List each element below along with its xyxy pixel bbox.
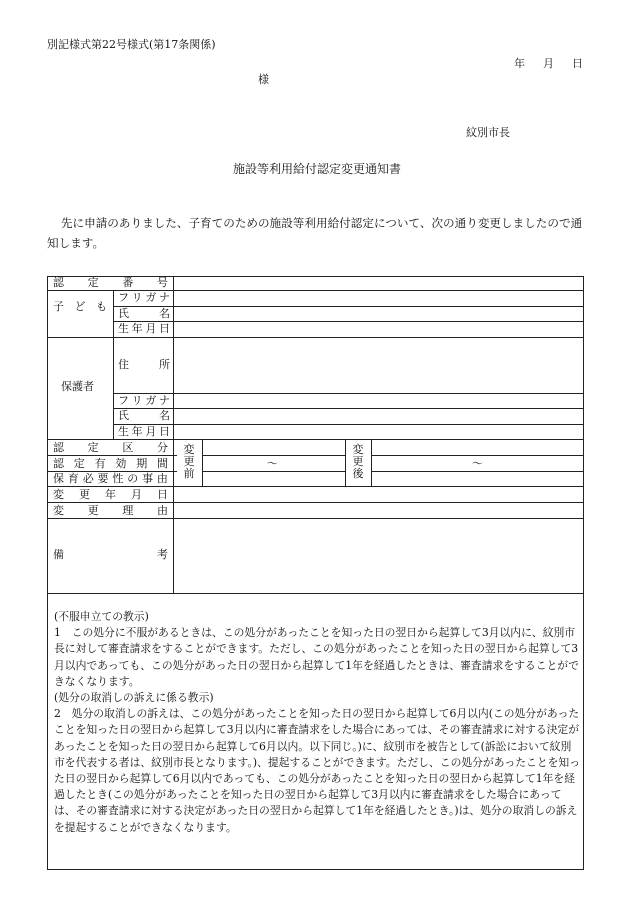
vertical-label-char: 後 <box>352 467 364 480</box>
label-cert-number <box>53 276 168 290</box>
label-char: 変 <box>53 488 64 501</box>
label-char: 効 <box>115 457 127 470</box>
label-child-name <box>118 307 170 321</box>
vertical-label-char: 変 <box>183 443 195 456</box>
label-char: 生 <box>118 322 129 335</box>
label-char: 定 <box>87 276 99 289</box>
label-guardian: 保護者 <box>61 380 94 393</box>
label-remarks <box>53 548 168 562</box>
label-char: 日 <box>158 322 170 335</box>
label-char: 所 <box>159 358 170 371</box>
vertical-label-char: 更 <box>183 455 195 468</box>
label-char: も <box>96 300 107 313</box>
label-cert-period <box>53 457 168 471</box>
label-char: 区 <box>122 441 134 454</box>
justified-label-text <box>53 276 168 290</box>
label-guardian-birth <box>118 425 170 439</box>
justified-label-text <box>118 394 170 408</box>
justified-label-text <box>53 548 168 562</box>
label-char: 間 <box>156 457 168 470</box>
label-char: 育 <box>67 472 79 485</box>
justified-label-text <box>118 307 170 321</box>
label-char: 更 <box>79 488 90 501</box>
label-char: 更 <box>87 504 99 517</box>
label-char: 有 <box>94 457 106 470</box>
label-char: 年 <box>131 425 143 438</box>
justified-label-text <box>53 504 168 518</box>
date-day-label: 日 <box>572 57 583 70</box>
notice-paragraph-1: 1 この処分に不服があるときは、この処分があったことを知った日の翌日から起算して3月以内に、紋別市長に対して審査請求をすることができます。ただし、この処分があったことを知った日の翌日から起算して3月以内であっても、この処分があった日の翌日から起算して1年を経過したときは、審査請求をすることができなくなります。 <box>54 626 579 688</box>
certification-table <box>47 276 584 594</box>
label-char: 名 <box>159 409 170 422</box>
label-char: 認 <box>53 276 64 289</box>
form-number: 別記様式第22号様式(第17条関係) <box>47 38 216 51</box>
justified-label-text <box>53 472 168 486</box>
label-char: 月 <box>131 488 142 501</box>
justified-label-text <box>118 358 170 372</box>
label-guardian-name <box>118 409 170 423</box>
label-char: 日 <box>157 488 168 501</box>
label-char: 子 <box>53 300 64 313</box>
justified-label-text <box>53 488 168 502</box>
label-char: ナ <box>158 291 170 304</box>
label-char: 日 <box>158 425 170 438</box>
label-char: 認 <box>53 441 64 454</box>
label-char: 変 <box>53 504 64 517</box>
notice-paragraph-2: 2 処分の取消しの訴えは、この処分があったことを知った日の翌日から起算して6月以内(この処分があったことを知った日の翌日から起算して3月以内に審査請求をした場合にあっては、その審査請求に対する決定があったことを知った日の翌日から起算して6月以内。以下同じ。)に、紋別市を被告として(訴訟において紋別市を代表する者は、紋別市長となります。)、提起することができます。ただし、この処分があったことを知った日の翌日から起算して6月以内であっても、この処分があったことを知った日の翌日から起算して1年を経過したとき(この処分があったことを知った日の翌日から起算して3月以内に審査請求をした場合にあっては、その審査請求に対する決定があった日の翌日から起算して1年を経過したとき。)は、処分の取消しの訴えを提起することができなくなります。 <box>54 707 581 834</box>
label-char: の <box>127 472 139 485</box>
label-char: 期 <box>136 457 148 470</box>
label-char: 住 <box>118 358 129 371</box>
label-guardian-furigana <box>118 394 170 408</box>
label-char: 由 <box>156 504 168 517</box>
justified-label-text <box>53 457 168 471</box>
vertical-label-char: 前 <box>183 467 195 480</box>
label-char: 年 <box>131 322 143 335</box>
label-char: ガ <box>145 291 157 304</box>
label-char: 要 <box>97 472 109 485</box>
notice-heading-2: (処分の取消しの訴えに係る教示) <box>54 691 214 705</box>
intro-paragraph: 先に申請のありました、子育てのための施設等利用給付認定について、次の通り変更しましたので通知します。 <box>47 216 583 250</box>
label-char: 氏 <box>118 307 129 320</box>
label-after-change <box>352 444 364 480</box>
label-guardian-address <box>118 358 170 372</box>
label-char: リ <box>131 394 143 407</box>
label-care-reason <box>53 472 168 486</box>
date-year-label: 年 <box>514 57 525 70</box>
label-char: 備 <box>53 548 64 561</box>
justified-label-text <box>118 409 170 423</box>
justified-label-text <box>118 322 170 336</box>
label-char: ナ <box>158 394 170 407</box>
justified-label-text <box>118 291 170 305</box>
label-char: 分 <box>156 441 168 454</box>
label-char: 認 <box>53 457 64 470</box>
label-char: 年 <box>105 488 116 501</box>
label-char: 必 <box>82 472 94 485</box>
label-char: 定 <box>73 457 85 470</box>
label-char: フ <box>118 394 129 407</box>
label-cert-category <box>53 441 168 455</box>
label-before-change <box>183 444 195 480</box>
document-title: 施設等利用給付認定変更通知書 <box>233 162 402 176</box>
label-change-reason <box>53 504 168 518</box>
label-char: 号 <box>156 276 168 289</box>
issuer-name: 紋別市長 <box>466 126 510 139</box>
label-char: ガ <box>145 394 157 407</box>
notice-text <box>54 609 581 836</box>
label-char: 由 <box>156 472 168 485</box>
label-char: 月 <box>145 425 157 438</box>
vertical-label-char: 変 <box>352 443 364 456</box>
label-child <box>53 300 107 314</box>
label-char: 氏 <box>118 409 129 422</box>
label-char: 生 <box>118 425 129 438</box>
label-child-furigana <box>118 291 170 305</box>
label-child-birth <box>118 322 170 336</box>
label-char: 番 <box>122 276 134 289</box>
period-after-tilde: ～ <box>472 457 483 470</box>
notice-heading-1: (不服申立ての教示) <box>54 610 149 623</box>
addressee-honorific: 様 <box>258 73 269 86</box>
justified-label-text <box>118 425 170 439</box>
label-char: リ <box>131 291 143 304</box>
justified-label-text <box>53 300 107 314</box>
period-before-tilde: ～ <box>267 457 278 470</box>
justified-label-text <box>53 441 168 455</box>
vertical-label-char: 更 <box>352 455 364 468</box>
label-char: 定 <box>87 441 99 454</box>
label-char: 事 <box>142 472 154 485</box>
label-char: 理 <box>122 504 134 517</box>
label-char: フ <box>118 291 129 304</box>
label-char: 名 <box>159 307 170 320</box>
label-char: 保 <box>53 472 64 485</box>
date-month-label: 月 <box>543 57 554 70</box>
label-change-date <box>53 488 168 502</box>
label-char: 性 <box>112 472 124 485</box>
label-char: 考 <box>157 548 168 561</box>
label-char: 月 <box>145 322 157 335</box>
label-char: ど <box>74 300 86 313</box>
